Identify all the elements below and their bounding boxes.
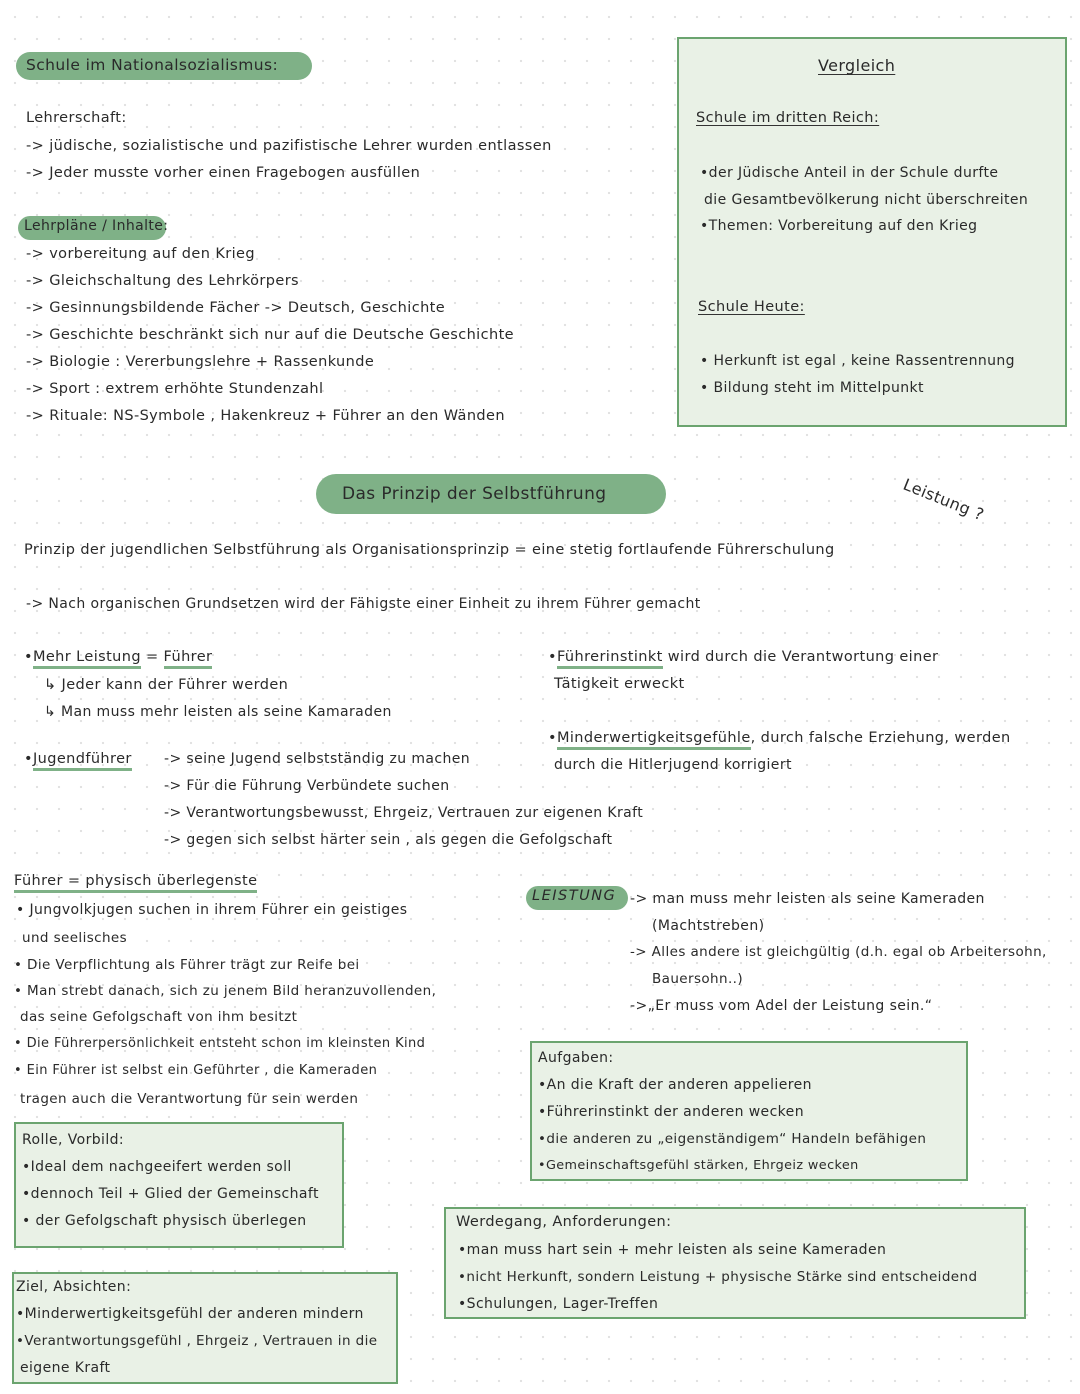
minderwertigkeit-rest2: durch die Hitlerjugend korrigiert: [554, 757, 792, 773]
mehr-leistung-line: [24, 649, 212, 665]
list-item: ↳ Man muss mehr leisten als seine Kamaraden: [44, 704, 392, 720]
list-item: -> seine Jugend selbstständig zu machen: [164, 751, 471, 767]
list-item: •Führerinstinkt der anderen wecken: [538, 1104, 804, 1120]
list-item: •An die Kraft der anderen appelieren: [538, 1077, 812, 1093]
list-item: -> Für die Führung Verbündete suchen: [164, 778, 450, 794]
drittes-reich-heading: Schule im dritten Reich:: [696, 110, 880, 126]
list-item: • Ein Führer ist selbst ein Geführter , die Kameraden: [14, 1063, 378, 1078]
list-item: -> man muss mehr leisten als seine Kameraden: [630, 891, 985, 907]
prinzip-title: Das Prinzip der Selbstführung: [342, 484, 607, 504]
list-item: ↳ Jeder kann der Führer werden: [44, 677, 289, 693]
list-item: das seine Gefolgschaft von ihm besitzt: [20, 1009, 298, 1025]
list-item: •Schulungen, Lager-Treffen: [458, 1296, 659, 1312]
ziel-heading: Ziel, Absichten:: [16, 1279, 132, 1295]
list-item: tragen auch die Verantwortung für sein werden: [20, 1091, 359, 1107]
equals: =: [140, 649, 164, 665]
minderwertigkeit-line: •Minderwertigkeitsgefühle, durch falsche Erziehung, werden: [548, 730, 1011, 746]
list-item: und seelisches: [22, 930, 128, 946]
aufgaben-heading: Aufgaben:: [538, 1050, 614, 1066]
prinzip-organisch: -> Nach organischen Grundsetzen wird der Fähigste einer Einheit zu ihrem Führer gemacht: [26, 596, 701, 612]
list-item: •Verantwortungsgefühl , Ehrgeiz , Vertrauen in die: [16, 1333, 378, 1349]
minderwertigkeit-label: Minderwertigkeitsgefühle: [557, 730, 751, 750]
list-item: •die anderen zu „eigenständigem“ Handeln befähigen: [538, 1131, 927, 1147]
list-item: •dennoch Teil + Glied der Gemeinschaft: [22, 1186, 319, 1202]
fuehrerinstinkt-label: Führerinstinkt: [557, 649, 663, 669]
fuehrer-physisch-heading: Führer = physisch überlegenste: [14, 873, 257, 893]
list-item: •Themen: Vorbereitung auf den Krieg: [700, 218, 978, 234]
section-title: Schule im Nationalsozialismus:: [26, 56, 279, 74]
jugendfuehrer-label: Jugendführer: [33, 751, 132, 771]
jugendfuehrer-line: •Jugendführer: [24, 751, 132, 767]
list-item: -> Gleichschaltung des Lehrkörpers: [26, 273, 300, 289]
list-item: •der Jüdische Anteil in der Schule durfte: [700, 165, 999, 181]
werdegang-heading: Werdegang, Anforderungen:: [456, 1214, 672, 1230]
list-item: -> Verantwortungsbewusst, Ehrgeiz, Vertrauen zur eigenen Kraft: [164, 805, 644, 821]
list-item: -> Jeder musste vorher einen Fragebogen ausfüllen: [26, 165, 421, 181]
list-item: (Machtstreben): [652, 918, 765, 934]
list-item: • der Gefolgschaft physisch überlegen: [22, 1213, 307, 1229]
bullet: •: [24, 649, 33, 665]
list-item: -> Alles andere ist gleichgültig (d.h. egal ob Arbeitersohn,: [630, 944, 1047, 960]
list-item: -> Rituale: NS-Symbole , Hakenkreuz + Führer an den Wänden: [26, 408, 505, 424]
prinzip-definition: Prinzip der jugendlichen Selbstführung als Organisationsprinzip = eine stetig fortlaufende Führerschulung: [24, 542, 835, 558]
list-item: •Ideal dem nachgeeifert werden soll: [22, 1159, 292, 1175]
lehrerschaft-heading: Lehrerschaft:: [26, 110, 127, 126]
fuehrerinstinkt-rest2: Tätigkeit erweckt: [554, 676, 685, 692]
list-item: -> Geschichte beschränkt sich nur auf die Deutsche Geschichte: [26, 327, 514, 343]
list-item: • Man strebt danach, sich zu jenem Bild heranzuvollenden,: [14, 983, 437, 999]
heute-heading: Schule Heute:: [698, 299, 805, 315]
list-item: • Die Verpflichtung als Führer trägt zur Reife bei: [14, 957, 360, 973]
rolle-heading: Rolle, Vorbild:: [22, 1132, 125, 1148]
list-item: eigene Kraft: [20, 1360, 111, 1376]
lehrplaene-heading: Lehrpläne / Inhalte:: [24, 218, 169, 234]
list-item: •Minderwertigkeitsgefühl der anderen mindern: [16, 1306, 364, 1322]
list-item: • Herkunft ist egal , keine Rassentrennung: [700, 353, 1015, 369]
list-item: -> gegen sich selbst härter sein , als gegen die Gefolgschaft: [164, 832, 613, 848]
list-item: • Jungvolkjugen suchen in ihrem Führer ein geistiges: [16, 902, 408, 918]
vergleich-title: Vergleich: [818, 56, 896, 75]
fuehrerinstinkt-rest: wird durch die Verantwortung einer: [662, 649, 939, 665]
leistung-note: Leistung ?: [900, 474, 987, 525]
fuehrer-label: Führer: [164, 649, 213, 669]
list-item: -> Biologie : Vererbungslehre + Rassenkunde: [26, 354, 375, 370]
list-item: •nicht Herkunft, sondern Leistung + physische Stärke sind entscheidend: [458, 1269, 978, 1285]
list-item: -> Sport : extrem erhöhte Stundenzahl: [26, 381, 324, 397]
list-item: ->„Er muss vom Adel der Leistung sein.“: [630, 998, 933, 1014]
minderwertigkeit-rest: , durch falsche Erziehung, werden: [750, 730, 1011, 746]
list-item: die Gesamtbevölkerung nicht überschreiten: [704, 192, 1029, 208]
list-item: •man muss hart sein + mehr leisten als seine Kameraden: [458, 1242, 887, 1258]
list-item: -> jüdische, sozialistische und pazifistische Lehrer wurden entlassen: [26, 138, 552, 154]
list-item: -> Gesinnungsbildende Fächer -> Deutsch, Geschichte: [26, 300, 446, 316]
mehr-leistung-label: Mehr Leistung: [33, 649, 141, 669]
list-item: -> vorbereitung auf den Krieg: [26, 246, 255, 262]
leistung-label: LEISTUNG: [532, 888, 617, 904]
fuehrerinstinkt-line: •Führerinstinkt wird durch die Verantwortung einer: [548, 649, 938, 665]
list-item: • Die Führerpersönlichkeit entsteht schon im kleinsten Kind: [14, 1036, 426, 1051]
list-item: • Bildung steht im Mittelpunkt: [700, 380, 924, 396]
list-item: •Gemeinschaftsgefühl stärken, Ehrgeiz wecken: [538, 1158, 859, 1173]
list-item: Bauersohn..): [652, 971, 744, 987]
